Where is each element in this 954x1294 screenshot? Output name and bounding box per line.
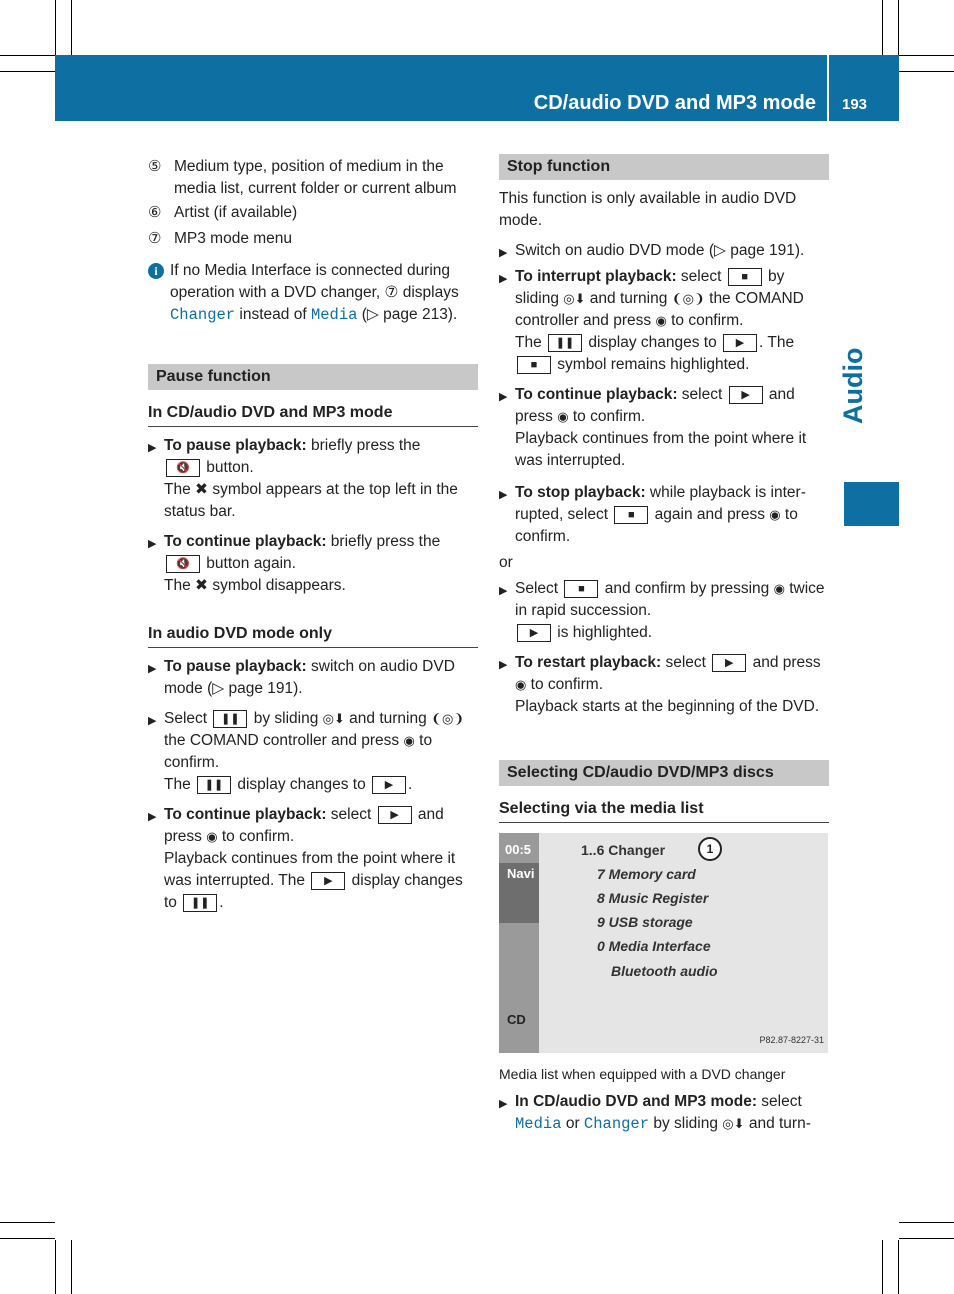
info-note: [148, 260, 478, 326]
step-arrow-icon: ▶: [148, 538, 157, 550]
controller-press-icon: ◉: [655, 313, 667, 328]
crop-mark: [899, 55, 954, 56]
legend-item: [148, 202, 478, 224]
callout-marker: 1: [698, 837, 722, 861]
stop-intro: This function is only available in audio DVD mode.: [499, 190, 797, 229]
mute-symbol-icon: ✖: [195, 577, 209, 594]
step-arrow-icon: ▶: [499, 273, 508, 285]
figure-reference: P82.87-8227-31: [759, 1035, 824, 1045]
step-arrow-icon: ▶: [499, 585, 508, 597]
section-title-select: Selecting CD/audio DVD/MP3 discs: [499, 760, 829, 786]
legend-text: Medium type, position of medium in the media list, current folder or current album: [174, 158, 457, 197]
pause-key-icon: ❚❚: [183, 894, 217, 912]
play-key-icon: ▶: [729, 386, 763, 404]
mute-symbol-icon: ✖: [195, 481, 209, 498]
crop-mark: [0, 55, 55, 56]
controller-slide-icon: ◎⬇: [722, 1116, 745, 1131]
legend-number: ⑥: [148, 204, 162, 221]
crop-mark: [55, 1240, 56, 1294]
figure-caption: Media list when equipped with a DVD changer: [499, 1066, 786, 1082]
instruction-step: ▶ To pause playback: switch on audio DVD mode (▷ page 191).: [148, 656, 478, 700]
crop-mark: [71, 0, 72, 55]
step-arrow-icon: ▶: [148, 663, 157, 675]
step-arrow-icon: ▶: [499, 489, 508, 501]
legend-item: [148, 156, 478, 200]
controller-turn-icon: ❨◎❩: [431, 711, 465, 726]
stop-key-icon: ■: [614, 506, 648, 524]
left-column: [148, 156, 478, 914]
legend-number: ⑦: [148, 230, 162, 247]
info-note-text: If no Media Interface is connected during operation with a DVD changer, ⑦ displays Changer instead of Media (▷ page 213).: [170, 262, 459, 324]
play-key-icon: ▶: [712, 654, 746, 672]
screen-list-item: 9 USB storage: [597, 914, 693, 930]
crop-mark: [898, 1240, 899, 1294]
media-list-screenshot: [499, 833, 828, 1053]
controller-slide-icon: ◎⬇: [563, 291, 586, 306]
controller-turn-icon: ❨◎❩: [671, 291, 705, 306]
info-icon: i: [148, 263, 164, 279]
instruction-step: ▶ To restart playback: select ▶ and press ◉ to confirm. Playback starts at the beginning of the DVD.: [499, 652, 829, 718]
right-column: [499, 154, 829, 1135]
screen-list-item: 1..6 Changer: [581, 842, 666, 858]
controller-press-icon: ◉: [403, 733, 415, 748]
legend-number: ⑤: [148, 158, 162, 175]
step-arrow-icon: ▶: [148, 715, 157, 727]
controller-press-icon: ◉: [773, 581, 785, 596]
subheading: In CD/audio DVD and MP3 mode: [148, 402, 478, 427]
or-separator: or: [499, 554, 513, 571]
crop-mark: [882, 0, 883, 55]
step-arrow-icon: ▶: [499, 659, 508, 671]
pause-key-icon: ❚❚: [548, 334, 582, 352]
crop-mark: [55, 0, 56, 55]
controller-press-icon: ◉: [206, 829, 218, 844]
screen-list-item: 0 Media Interface: [597, 938, 711, 954]
page-number: 193: [842, 96, 868, 113]
play-key-icon: ▶: [378, 806, 412, 824]
page-title: CD/audio DVD and MP3 mode: [533, 92, 816, 114]
step-arrow-icon: ▶: [148, 442, 157, 454]
instruction-step: ▶ To continue playback: select ▶ and press ◉ to confirm. Playback continues from the point where it was interrupted.: [499, 384, 829, 472]
pause-key-icon: ❚❚: [197, 776, 231, 794]
step-arrow-icon: ▶: [499, 1098, 508, 1110]
side-tab-marker: [844, 482, 899, 526]
screen-list-item: 7 Memory card: [597, 866, 696, 882]
screen-time: 00:5: [505, 842, 532, 857]
screen-list-item: Bluetooth audio: [611, 963, 718, 979]
subheading: Selecting via the media list: [499, 798, 829, 823]
crop-mark: [71, 1240, 72, 1294]
crop-mark: [0, 71, 55, 72]
instruction-step: ▶ To stop playback: while playback is inter-rupted, select ■ again and press ◉ to confirm.: [499, 482, 829, 548]
section-title-stop: Stop function: [499, 154, 829, 180]
changer-label: Changer: [583, 1115, 650, 1133]
mute-button-icon: 🔇: [166, 459, 200, 477]
crop-mark: [898, 0, 899, 55]
mute-button-icon: 🔇: [166, 555, 200, 573]
stop-key-icon: ■: [728, 268, 762, 286]
media-label: Media: [515, 1115, 562, 1133]
play-key-icon: ▶: [517, 624, 551, 642]
legend-item: [148, 228, 478, 250]
subheading: In audio DVD mode only: [148, 623, 478, 648]
screen-cd-tab: CD: [507, 1012, 526, 1027]
legend-text: MP3 mode menu: [174, 230, 293, 247]
side-tab-label: Audio: [838, 347, 868, 424]
step-arrow-icon: ▶: [499, 247, 508, 259]
instruction-step: ▶ Select ■ and confirm by pressing ◉ twice in rapid succession. ▶ is highlighted.: [499, 578, 829, 644]
controller-press-icon: ◉: [769, 507, 781, 522]
header-divider: [827, 55, 829, 121]
changer-label: Changer: [170, 306, 236, 324]
play-key-icon: ▶: [311, 872, 345, 890]
instruction-step: ▶ To interrupt playback: select ■ by sliding ◎⬇ and turning ❨◎❩ the COMAND controller and press ◉ to confirm. The ❚❚ display changes to ▶ . The ■ symbol remains highlighted.: [499, 266, 829, 376]
stop-key-icon: ■: [517, 356, 551, 374]
crop-mark: [899, 71, 954, 72]
play-key-icon: ▶: [372, 776, 406, 794]
step-arrow-icon: ▶: [148, 811, 157, 823]
instruction-step: ▶ Select ❚❚ by sliding ◎⬇ and turning ❨◎❩ the COMAND controller and press ◉ to confirm. The ❚❚ display changes to ▶ .: [148, 708, 478, 796]
controller-press-icon: ◉: [557, 409, 569, 424]
screen-list-item: 8 Music Register: [597, 890, 709, 906]
instruction-step: ▶ To pause playback: briefly press the 🔇 button. The ✖ symbol appears at the top left in the status bar.: [148, 435, 478, 523]
step-arrow-icon: ▶: [499, 391, 508, 403]
crop-mark: [899, 1238, 954, 1239]
stop-key-icon: ■: [564, 580, 598, 598]
crop-mark: [899, 1222, 954, 1223]
media-label: Media: [310, 306, 358, 324]
instruction-step: ▶ To continue playback: briefly press the 🔇 button again. The ✖ symbol disappears.: [148, 531, 478, 597]
instruction-step: ▶ Switch on audio DVD mode (▷ page 191).: [499, 240, 829, 264]
crop-mark: [0, 1222, 55, 1223]
section-title-pause: Pause function: [148, 364, 478, 390]
controller-press-icon: ◉: [515, 677, 527, 692]
crop-mark: [0, 1238, 55, 1239]
controller-slide-icon: ◎⬇: [322, 711, 345, 726]
pause-key-icon: ❚❚: [213, 710, 247, 728]
instruction-step: ▶ In CD/audio DVD and MP3 mode: select Media or Changer by sliding ◎⬇ and turn-: [499, 1093, 811, 1133]
legend-text: Artist (if available): [174, 204, 298, 221]
play-key-icon: ▶: [723, 334, 757, 352]
crop-mark: [882, 1240, 883, 1294]
screen-navi-tab: Navi: [507, 866, 535, 881]
instruction-step: ▶ To continue playback: select ▶ and press ◉ to confirm. Playback continues from the point where it was interrupted. The ▶ display changes to ❚❚ .: [148, 804, 478, 914]
